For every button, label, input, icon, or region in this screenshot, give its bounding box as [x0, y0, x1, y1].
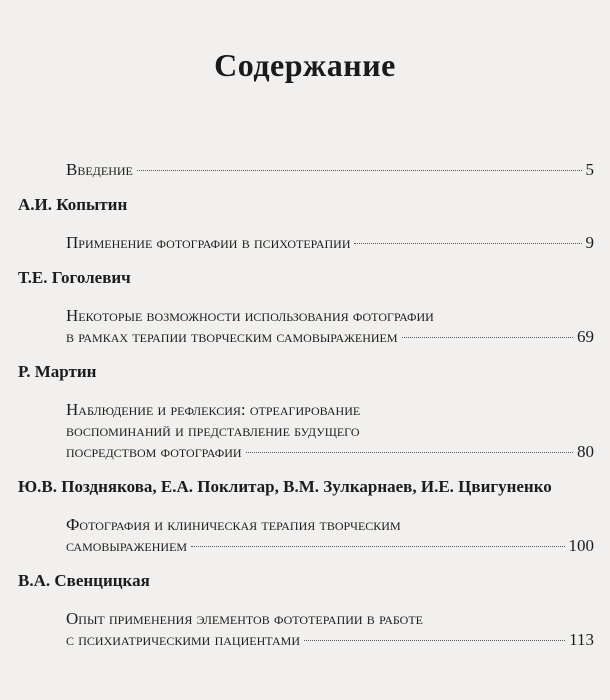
dot-leader: [304, 640, 565, 641]
toc-entry-page: 9: [585, 233, 594, 252]
table-of-contents: [18, 153, 594, 650]
toc-entry-title: в рамках терапии творческим самовыражением: [66, 327, 398, 346]
toc-entry-title: Введение: [66, 160, 133, 179]
dot-leader: [246, 452, 573, 453]
toc-entry-martin[interactable]: [66, 399, 594, 462]
toc-entry-line: Опыт применения элементов фототерапии в работе: [66, 609, 424, 628]
toc-entry-line: Наблюдение и рефлексия: отреагирование: [66, 400, 361, 419]
toc-author: В.А. Свенцицкая: [18, 571, 150, 590]
dot-leader: [137, 170, 582, 171]
toc-entry-line: Некоторые возможности использования фотографии: [66, 306, 434, 325]
toc-entry-introduction[interactable]: [66, 159, 594, 180]
toc-entry-line: Фотография и клиническая терапия творческим: [66, 515, 401, 534]
toc-author: Ю.В. Позднякова, Е.А. Поклитар, В.М. Зулкарнаев, И.Е. Цвигуненко: [18, 477, 552, 496]
toc-entry-title: с психиатрическими пациентами: [66, 630, 300, 649]
toc-entry-title: посредством фотографии: [66, 442, 242, 461]
toc-author: А.И. Копытин: [18, 195, 128, 214]
toc-entry-page: 100: [568, 536, 594, 555]
toc-entry-gogolevich[interactable]: [66, 305, 594, 347]
dot-leader: [191, 546, 564, 547]
toc-entry-title: самовыражением: [66, 536, 188, 555]
dot-leader: [402, 337, 573, 338]
toc-entry-page: 69: [577, 327, 594, 346]
dot-leader: [354, 243, 581, 244]
toc-entry-page: 113: [569, 630, 594, 649]
toc-entry-pozdnyakova[interactable]: [66, 514, 594, 556]
toc-author: Р. Мартин: [18, 362, 97, 381]
toc-entry-page: 80: [577, 442, 594, 461]
toc-entry-kopytin[interactable]: [66, 232, 594, 253]
toc-author: Т.Е. Гоголевич: [18, 268, 131, 287]
toc-entry-line: воспоминаний и представление будущего: [66, 421, 360, 440]
toc-entry-title: Применение фотографии в психотерапии: [66, 233, 351, 252]
toc-entry-sventsitskaya[interactable]: [66, 608, 594, 650]
toc-entry-page: 5: [585, 160, 594, 179]
page-title: Содержание: [214, 47, 396, 84]
